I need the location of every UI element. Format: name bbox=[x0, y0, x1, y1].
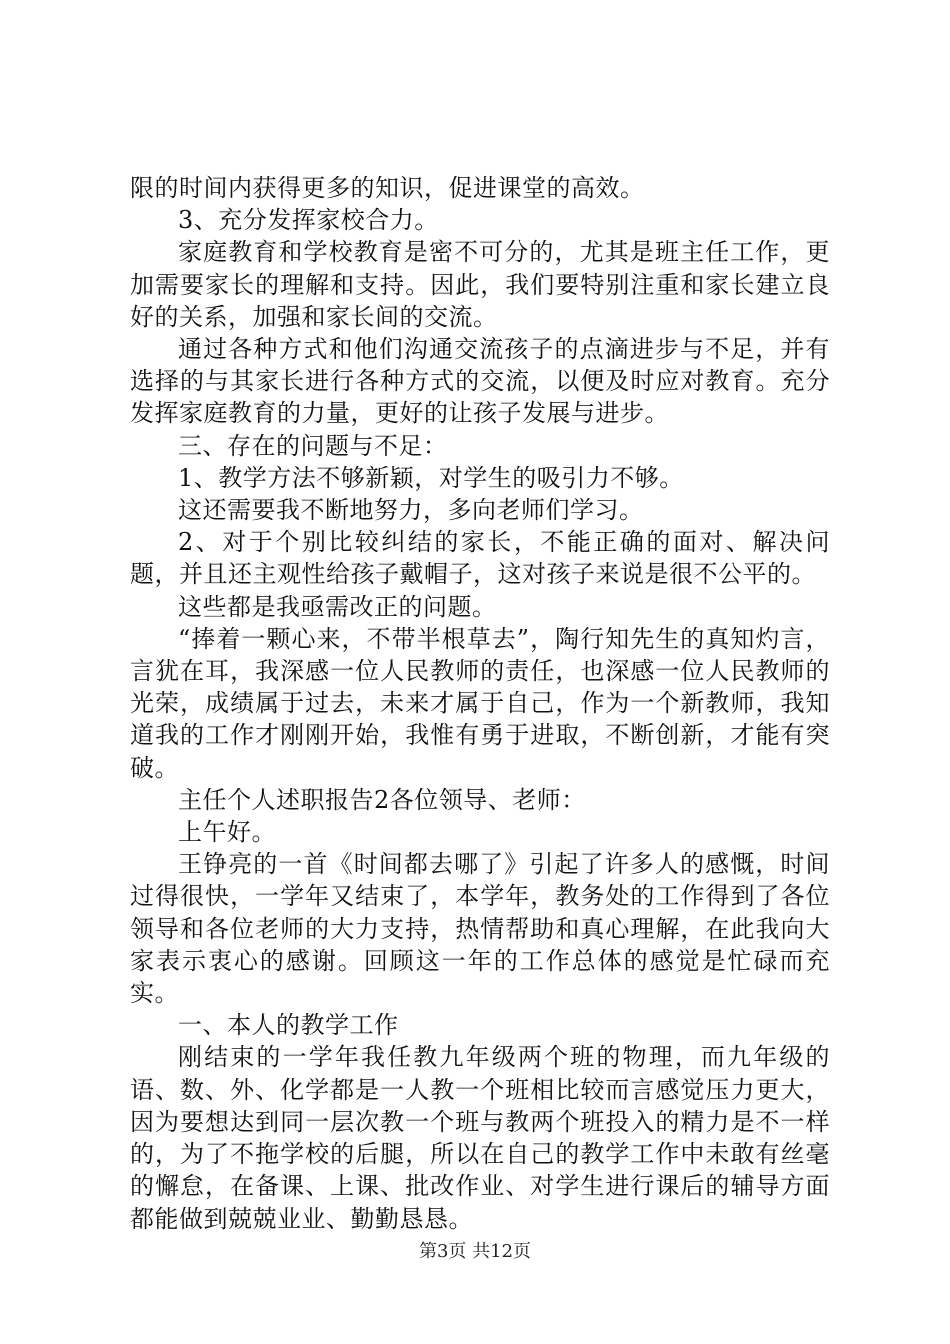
paragraph-2: 3、充分发挥家校合力。 bbox=[178, 206, 439, 235]
paragraph-9: 这些都是我亟需改正的问题。 bbox=[178, 592, 497, 621]
paragraph-11: 主任个人述职报告2各位领导、老师： bbox=[178, 785, 586, 814]
document-body bbox=[130, 172, 830, 1235]
paragraph-7: 这还需要我不断地努力，多向老师们学习。 bbox=[178, 496, 644, 525]
paragraph-15: 刚结束的一学年我任教九年级两个班的物理，而九年级的语、数、外、化学都是一人教一个班相比较而言感觉压力更大，因为要想达到同一层次教一个班与教两个班投入的精力是不一样的，为了不拖学校的后腿，所以在自己的教学工作中未敢有丝毫的懈怠，在备课、上课、批改作业、对学生进行课后的辅导方面都能做到兢兢业业、勤勤恳恳。 bbox=[130, 1043, 830, 1233]
paragraph-3: 家庭教育和学校教育是密不可分的，尤其是班主任工作，更加需要家长的理解和支持。因此，我们要特别注重和家长建立良好的关系，加强和家长间的交流。 bbox=[130, 238, 830, 331]
paragraph-5: 三、存在的问题与不足： bbox=[178, 431, 448, 460]
paragraph-4: 通过各种方式和他们沟通交流孩子的点滴进步与不足，并有选择的与其家长进行各种方式的交流，以便及时应对教育。充分发挥家庭教育的力量，更好的让孩子发展与进步。 bbox=[130, 335, 830, 428]
paragraph-8: 2、对于个别比较纠结的家长，不能正确的面对、解决问题，并且还主观性给孩子戴帽子，这对孩子来说是很不公平的。 bbox=[130, 528, 830, 589]
paragraph-12: 上午好。 bbox=[178, 818, 276, 847]
paragraph-6: 1、教学方法不够新颖，对学生的吸引力不够。 bbox=[178, 463, 684, 492]
paragraph-13: 王铮亮的一首《时间都去哪了》引起了许多人的感慨，时间过得很快，一学年又结束了，本学年，教务处的工作得到了各位领导和各位老师的大力支持，热情帮助和真心理解，在此我向大家表示衷心的感谢。回顾这一年的工作总体的感觉是忙碌而充实。 bbox=[130, 850, 830, 1008]
paragraph-10: “捧着一颗心来，不带半根草去”，陶行知先生的真知灼言，言犹在耳，我深感一位人民教师的责任，也深感一位人民教师的光荣，成绩属于过去，未来才属于自己，作为一个新教师，我知道我的工作才刚刚开始，我惟有勇于进取，不断创新，才能有突破。 bbox=[130, 624, 830, 782]
page-number-footer: 第3页 共12页 bbox=[418, 1241, 532, 1262]
paragraph-1: 限的时间内获得更多的知识，促进课堂的高效。 bbox=[130, 174, 645, 202]
paragraph-14: 一、本人的教学工作 bbox=[178, 1011, 399, 1040]
